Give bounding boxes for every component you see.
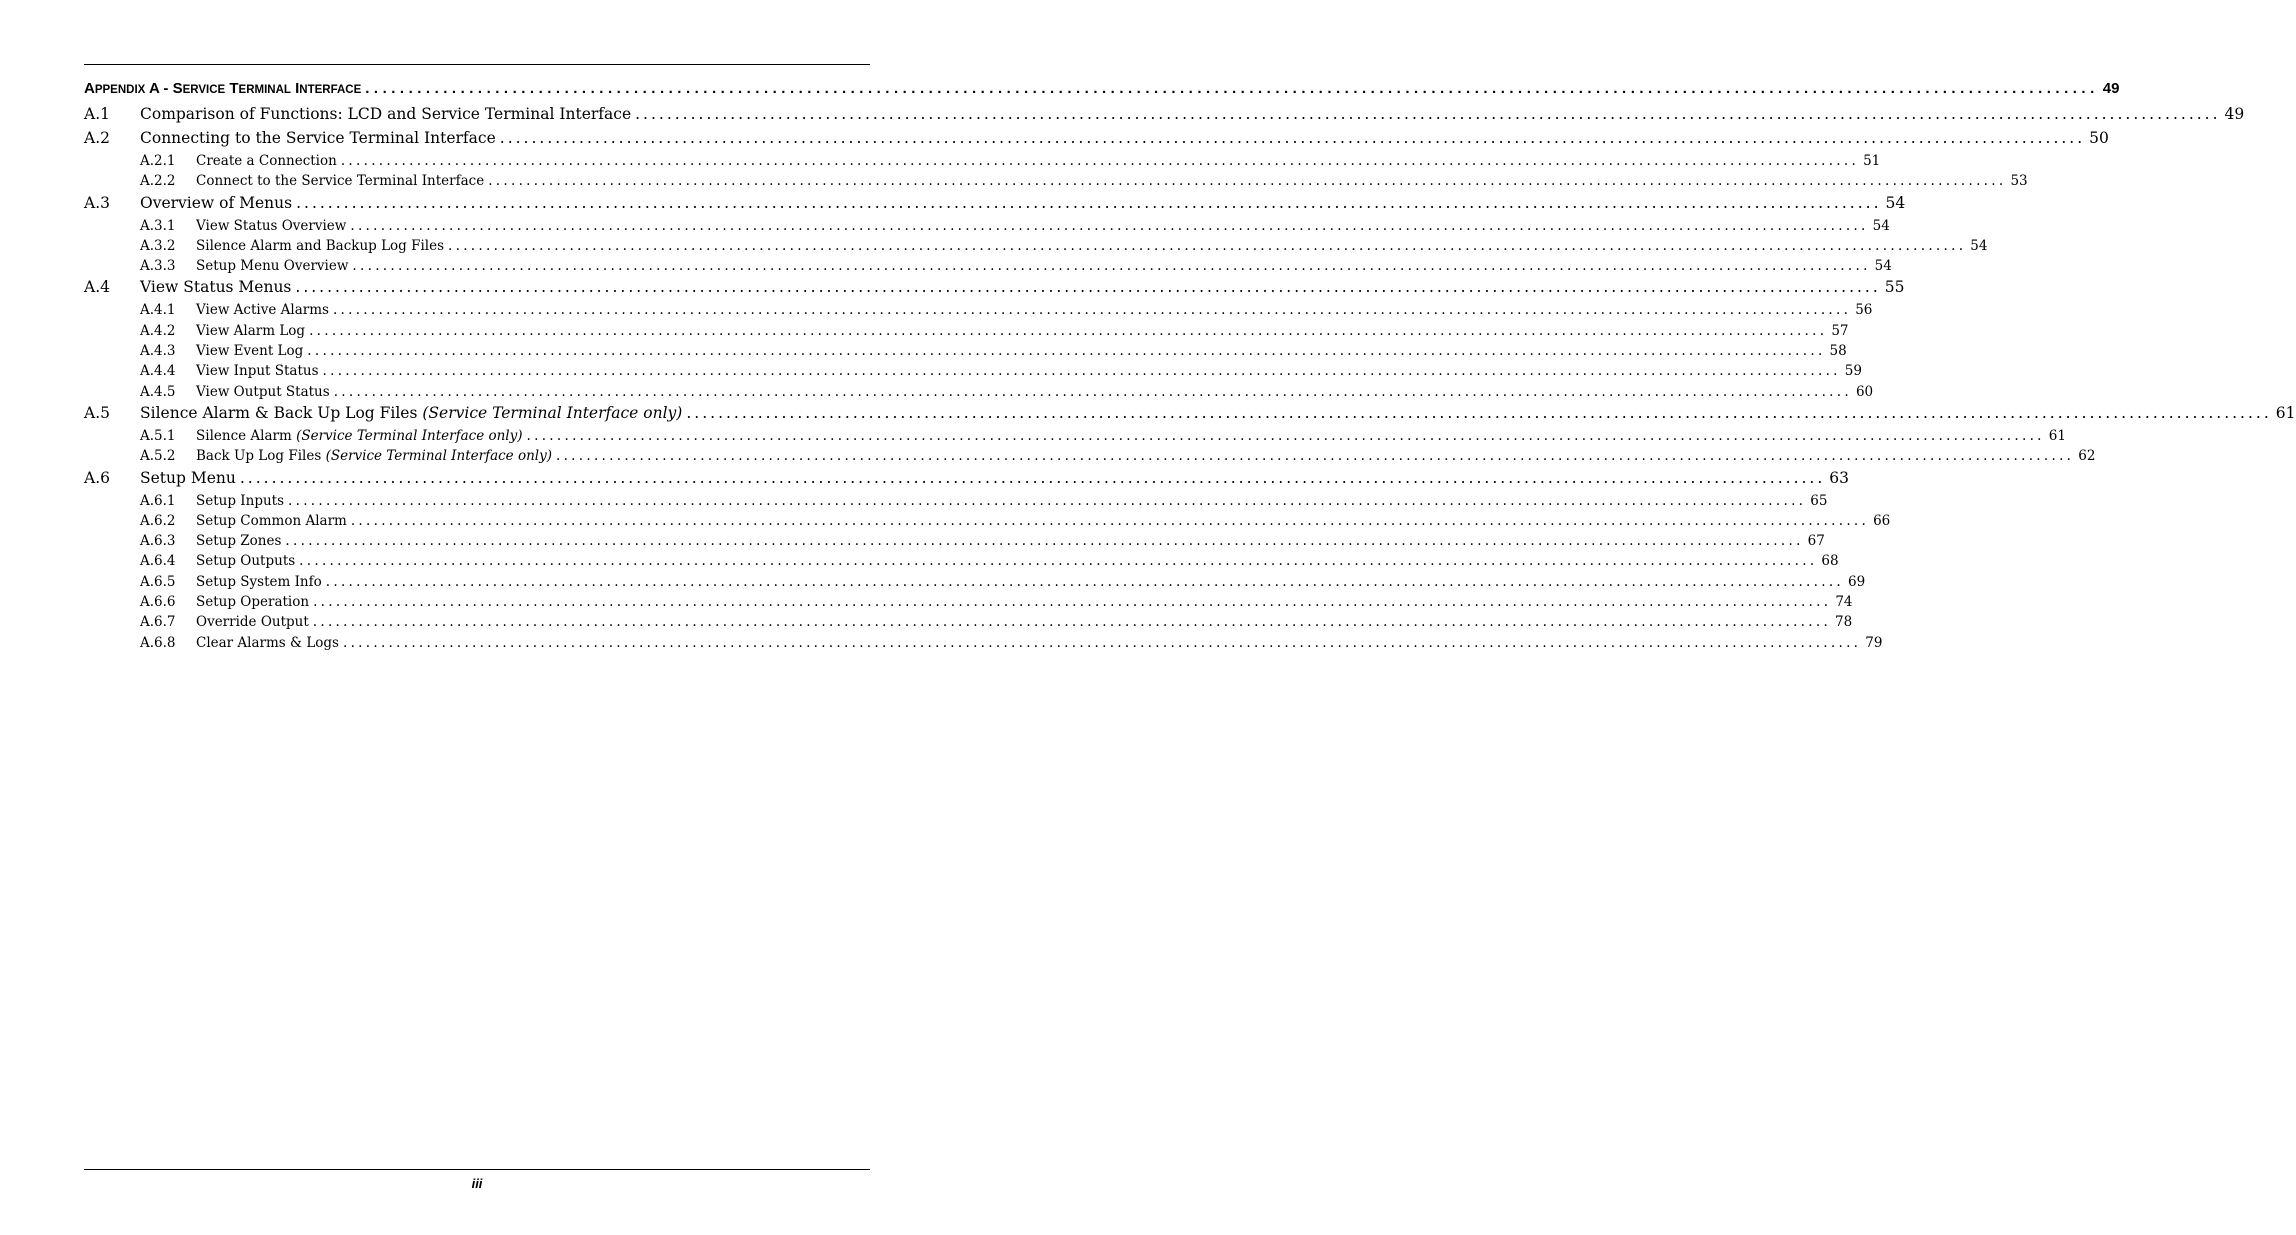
section-title: View Input Status (196, 363, 319, 380)
toc-subsection-entry[interactable] (84, 237, 1988, 258)
section-title: Connecting to the Service Terminal Interface (140, 129, 496, 147)
dot-leader: ........................................................................................................................................................................................................ (313, 594, 1832, 611)
section-title: Setup Inputs (196, 492, 285, 509)
section-page-number: 78 (1835, 614, 1853, 631)
section-title: Silence Alarm and Backup Log Files (196, 237, 445, 254)
section-number: A.5 (84, 403, 110, 422)
section-page-number: 57 (1831, 322, 1849, 339)
section-title: View Status Overview (196, 217, 347, 234)
dot-leader: ........................................................................................................................................................................................................ (352, 258, 1871, 275)
dot-leader: ........................................................................................................................................................................................................ (343, 634, 1862, 651)
page-number-footer: iii (471, 1176, 483, 1191)
section-page-number: 65 (1810, 492, 1828, 509)
dot-leader: ........................................................................................................................................................................................................ (488, 173, 2007, 190)
appendix-title: APPENDIX A - SERVICE TERMINAL INTERFACE (84, 80, 362, 97)
toc-subsection-entry[interactable] (84, 448, 2096, 468)
section-page-number: 53 (2010, 173, 2028, 190)
toc-subsection-entry[interactable] (84, 153, 1881, 173)
section-title: Comparison of Functions: LCD and Service Terminal Interface (140, 105, 632, 123)
section-title: View Event Log (196, 343, 304, 360)
section-page-number: 79 (1865, 634, 1883, 651)
section-page-number: 69 (1848, 573, 1866, 590)
section-number: A.2.1 (140, 153, 176, 169)
section-number: A.4.1 (140, 302, 176, 319)
toc-subsection-entry[interactable] (84, 217, 1890, 238)
section-title: Silence Alarm (Service Terminal Interface only) (196, 427, 523, 444)
section-page-number: 61 (2048, 427, 2066, 444)
section-number: A.4.2 (140, 322, 176, 339)
section-page-number: 56 (1855, 302, 1873, 319)
dot-leader: ........................................................................................................................................................................................................ (285, 533, 1804, 550)
section-number: A.6.8 (140, 634, 176, 651)
section-title: Create a Connection (196, 153, 337, 169)
section-page-number: 63 (1829, 468, 1850, 487)
section-title: View Status Menus (140, 278, 292, 297)
dot-leader: ........................................................................................................................................................................................................ (365, 80, 2099, 97)
section-page-number: 49 (2224, 105, 2245, 123)
section-page-number: 74 (1835, 594, 1853, 611)
dot-leader: ........................................................................................................................................................................................................ (332, 302, 1852, 319)
dot-leader: ........................................................................................................................................................................................................ (296, 193, 1882, 212)
section-page-number: 60 (1855, 383, 1874, 400)
section-page-number: 54 (1885, 193, 1906, 212)
toc-subsection-entry[interactable] (84, 302, 1873, 322)
toc-subsection-entry[interactable] (84, 258, 1892, 278)
table-of-contents (84, 80, 2296, 655)
section-title: Setup Zones (196, 533, 282, 550)
section-title: Setup Menu (140, 468, 236, 487)
section-page-number: 58 (1829, 343, 1847, 360)
section-page-number: 54 (1872, 217, 1890, 234)
dot-leader: ........................................................................................................................................................................................................ (556, 448, 2075, 465)
dot-leader: ........................................................................................................................................................................................................ (312, 614, 1832, 631)
section-number: A.2 (84, 129, 110, 147)
section-number: A.6.7 (140, 614, 176, 631)
appendix-page-number: 49 (2102, 80, 2120, 97)
section-title: Setup Outputs (196, 553, 296, 570)
section-number: A.6.4 (140, 553, 176, 570)
toc-section-entry[interactable] (84, 105, 2245, 129)
toc-subsection-entry[interactable] (84, 343, 1847, 363)
dot-leader: ........................................................................................................................................................................................................ (686, 403, 2272, 422)
dot-leader: ........................................................................................................................................................................................................ (295, 278, 1881, 297)
section-title: Back Up Log Files (Service Terminal Interface only) (196, 448, 552, 465)
toc-subsection-entry[interactable] (84, 634, 1883, 655)
dot-leader: ........................................................................................................................................................................................................ (635, 105, 2221, 123)
section-number: A.3.3 (140, 258, 176, 275)
section-title: Silence Alarm & Back Up Log Files (Service Terminal Interface only) (140, 403, 683, 422)
toc-subsection-entry[interactable] (84, 614, 1853, 634)
dot-leader: ........................................................................................................................................................................................................ (239, 468, 1826, 487)
section-number: A.4.4 (140, 363, 176, 380)
section-number: A.4.5 (140, 383, 176, 400)
section-title: Clear Alarms & Logs (196, 634, 339, 651)
toc-subsection-entry[interactable] (84, 573, 1866, 594)
dot-leader: ........................................................................................................................................................................................................ (322, 363, 1841, 380)
toc-section-entry[interactable] (84, 468, 1850, 493)
section-number: A.6.5 (140, 573, 176, 590)
section-number: A.6.6 (140, 594, 176, 611)
footer-rule (84, 1169, 870, 1170)
toc-section-entry[interactable] (84, 129, 2109, 153)
section-title: Setup Common Alarm (196, 512, 347, 529)
section-title-italic: (Service Terminal Interface only) (296, 427, 523, 444)
dot-leader: ........................................................................................................................................................................................................ (350, 217, 1869, 234)
section-title-italic: (Service Terminal Interface only) (325, 448, 552, 465)
section-page-number: 50 (2089, 129, 2109, 147)
toc-subsection-entry[interactable] (84, 553, 1839, 573)
section-page-number: 68 (1821, 553, 1839, 570)
section-number: A.6 (84, 468, 110, 487)
section-number: A.5.2 (140, 448, 176, 465)
section-page-number: 61 (2275, 403, 2296, 422)
dot-leader: ........................................................................................................................................................................................................ (350, 512, 1870, 529)
section-page-number: 54 (1970, 237, 1988, 254)
dot-leader: ........................................................................................................................................................................................................ (499, 129, 2086, 147)
toc-subsection-entry[interactable] (84, 427, 2066, 448)
toc-section-entry[interactable] (84, 403, 2296, 428)
toc-section-entry[interactable] (84, 278, 1905, 302)
section-number: A.6.2 (140, 512, 176, 529)
toc-section-entry[interactable] (84, 193, 1906, 218)
section-number: A.6.3 (140, 533, 176, 550)
section-page-number: 62 (2078, 448, 2096, 465)
dot-leader: ........................................................................................................................................................................................................ (340, 153, 1860, 169)
section-number: A.4 (84, 278, 110, 297)
toc-subsection-entry[interactable] (84, 383, 1874, 404)
section-page-number: 54 (1874, 258, 1892, 275)
section-page-number: 66 (1873, 512, 1891, 529)
dot-leader: ........................................................................................................................................................................................................ (333, 383, 1852, 400)
appendix-heading[interactable] (84, 80, 2120, 102)
toc-subsection-entry[interactable] (84, 322, 1849, 343)
dot-leader: ........................................................................................................................................................................................................ (309, 322, 1828, 339)
dot-leader: ........................................................................................................................................................................................................ (299, 553, 1818, 570)
toc-subsection-entry[interactable] (84, 594, 1853, 614)
section-number: A.3.2 (140, 237, 176, 254)
toc-subsection-entry[interactable] (84, 533, 1825, 553)
section-number: A.5.1 (140, 427, 176, 444)
section-title: Setup System Info (196, 573, 322, 590)
toc-subsection-entry[interactable] (84, 173, 2028, 193)
section-title: Setup Menu Overview (196, 258, 349, 275)
dot-leader: ........................................................................................................................................................................................................ (448, 237, 1967, 254)
section-title: Override Output (196, 614, 309, 631)
section-title-italic: (Service Terminal Interface only) (422, 403, 683, 422)
section-title: View Active Alarms (196, 302, 329, 319)
section-title: Connect to the Service Terminal Interface (196, 173, 485, 190)
section-title: Overview of Menus (140, 193, 293, 212)
section-number: A.6.1 (140, 492, 176, 509)
section-page-number: 67 (1807, 533, 1825, 550)
dot-leader: ........................................................................................................................................................................................................ (526, 427, 2045, 444)
header-rule (84, 64, 870, 65)
section-number: A.4.3 (140, 343, 176, 360)
section-number: A.1 (84, 105, 110, 123)
section-page-number: 51 (1863, 153, 1881, 169)
section-title: Setup Operation (196, 594, 310, 611)
section-number: A.3.1 (140, 217, 176, 234)
section-number: A.3 (84, 193, 110, 212)
section-title: View Output Status (196, 383, 330, 400)
dot-leader: ........................................................................................................................................................................................................ (307, 343, 1826, 360)
section-number: A.2.2 (140, 173, 176, 190)
section-page-number: 55 (1884, 278, 1905, 297)
toc-subsection-entry[interactable] (84, 363, 1862, 383)
dot-leader: ........................................................................................................................................................................................................ (288, 492, 1807, 509)
toc-entries (84, 105, 2296, 655)
section-title: View Alarm Log (196, 322, 306, 339)
dot-leader: ........................................................................................................................................................................................................ (325, 573, 1845, 590)
toc-subsection-entry[interactable] (84, 512, 1891, 533)
toc-subsection-entry[interactable] (84, 492, 1828, 513)
section-page-number: 59 (1844, 363, 1862, 380)
